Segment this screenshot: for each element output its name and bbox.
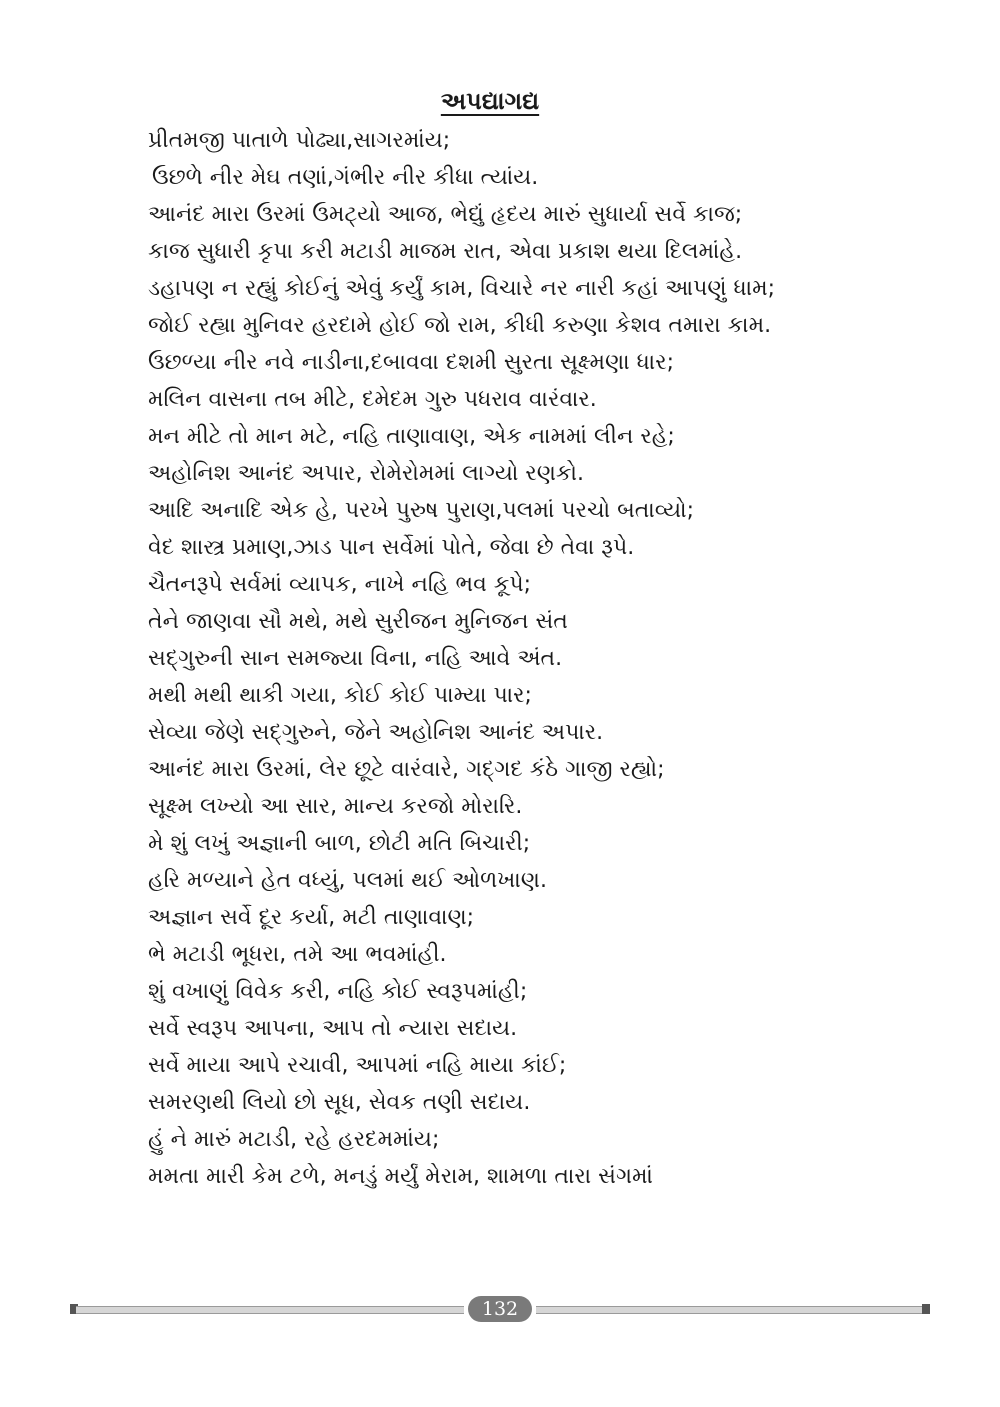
verse-line: ડહાપણ ન રહ્યું કોઈનું એવું કર્યું કામ, વિચારે નર નારી કહાં આપણું ધામ; — [148, 276, 776, 301]
verse-line: શું વખાણું વિવેક કરી, નહિ કોઈ સ્વરૂપમાંહી; — [148, 979, 528, 1004]
verse-line: આદિ અનાદિ એક હે, પરખે પુરુષ પુરાણ,પલમાં પરચો બતાવ્યો; — [148, 498, 695, 523]
verse-line: તેને જાણવા સૌ મથે, મથે સુરીજન મુનિજન સંત — [148, 609, 568, 634]
verse-line: આનંદ મારા ઉરમાં ઉમટ્યો આજ, ભેદ્યું હૃદય મારું સુધાર્યા સર્વે કાજ; — [148, 202, 743, 227]
verse-line: મમતા મારી કેમ ટળે, મનડું મર્યું મેરામ, શામળા તારા સંગમાં — [148, 1164, 653, 1189]
poem-title — [0, 86, 980, 116]
verse-line: ઉછળ્યા નીર નવે નાડીના,દબાવવા દશમી સુરતા સૂક્ષ્મણા ધાર; — [148, 350, 674, 375]
verse-line: સમરણથી લિયો છો સૂધ, સેવક તણી સદાય. — [148, 1090, 531, 1115]
verse-line: જોઈ રહ્યા મુનિવર હરદામે હોઈ જો રામ, કીધી કરુણા કેશવ તમારા કામ. — [148, 313, 772, 338]
verse-line: આનંદ મારા ઉરમાં, લેર છૂટે વારંવારે, ગદ્‌ગદ કંઠે ગાજી રહ્યો; — [148, 757, 665, 782]
footer-rule-right-cap — [922, 1304, 930, 1314]
footer-rule-left — [76, 1306, 464, 1314]
verse-line: હરિ મળ્યાને હેત વધ્યું, પલમાં થઈ ઓળખાણ. — [148, 868, 547, 893]
verse-line: વેદ શાસ્ત્ર પ્રમાણ,ઝાડ પાન સર્વેમાં પોતે, જેવા છે તેવા રૂપે. — [148, 535, 635, 560]
verse-line: મથી મથી થાકી ગયા, કોઈ કોઈ પામ્યા પાર; — [148, 683, 532, 708]
verse-line: સેવ્યા જેણે સદ્‌ગુરુને, જેને અહોનિશ આનંદ અપાર. — [148, 720, 604, 745]
page-footer — [70, 1296, 930, 1322]
verse-line: મે શું લખું અજ્ઞાની બાળ, છોટી મતિ બિચારી; — [148, 831, 531, 856]
verse-line: હું ને મારું મટાડી, રહે હરદમમાંય; — [148, 1127, 440, 1152]
verse-list — [148, 122, 948, 1195]
footer-rule-right — [536, 1306, 924, 1314]
verse-line: ઉછળે નીર મેઘ તણાં,ગંભીર નીર કીધા ત્યાંય. — [152, 165, 539, 190]
verse-line: મલિન વાસના તબ મીટે, દમેદમ ગુરુ પધરાવ વારંવાર. — [148, 387, 597, 412]
verse-line: સૂક્ષ્મ લખ્યો આ સાર, માન્ય કરજો મોરારિ. — [148, 794, 523, 819]
verse-line: અજ્ઞાન સર્વે દૂર કર્યા, મટી તાણાવાણ; — [148, 905, 475, 930]
verse-line: સર્વે સ્વરૂપ આપના, આપ તો ન્યારા સદાય. — [148, 1016, 518, 1041]
verse-line: ભે મટાડી ભૂધરા, તમે આ ભવમાંહી. — [148, 942, 447, 967]
verse-line: સર્વે માયા આપે રચાવી, આપમાં નહિ માયા કાંઈ; — [148, 1053, 567, 1078]
poem-title-text: અપદ્યાગદ્ય — [440, 87, 540, 115]
verse-line: કાજ સુધારી કૃપા કરી મટાડી માજમ રાત, એવા પ્રકાશ થયા દિલમાંહે. — [148, 239, 743, 264]
verse-line: અહોનિશ આનંદ અપાર, રોમેરોમમાં લાગ્યો રણકો. — [148, 461, 584, 486]
verse-line: ચૈતનરૂપે સર્વમાં વ્યાપક, નાખે નહિ ભવ કૂપે; — [148, 572, 532, 597]
page-number: 132 — [468, 1296, 532, 1322]
verse-line: પ્રીતમજી પાતાળે પોઢ્યા,સાગરમાંય; — [148, 128, 451, 153]
verse-line: સદ્‌ગુરુની સાન સમજ્યા વિના, નહિ આવે અંત. — [148, 646, 563, 671]
verse-line: મન મીટે તો માન મટે, નહિ તાણાવાણ, એક નામમાં લીન રહે; — [148, 424, 675, 449]
